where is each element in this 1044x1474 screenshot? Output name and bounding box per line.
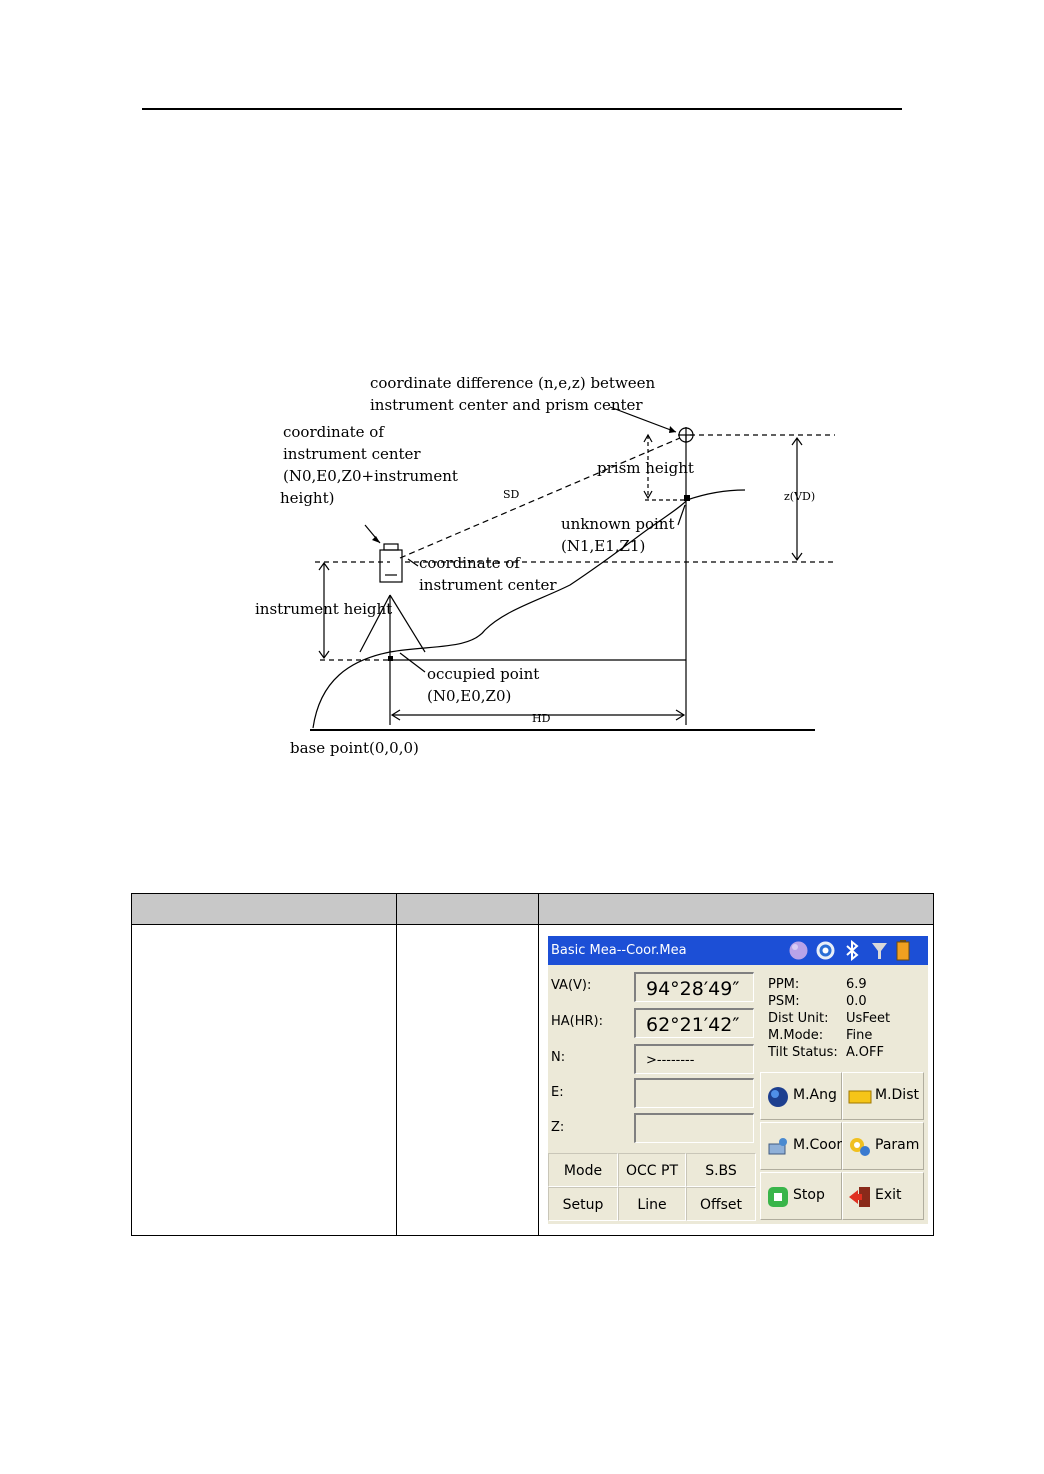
field-label-z: Z: — [551, 1120, 565, 1135]
table-cell-screen — [539, 925, 934, 1236]
stop-icon — [766, 1186, 790, 1208]
tape-icon — [848, 1086, 872, 1108]
terrain-curve-top — [687, 490, 745, 500]
info-value: A.OFF — [846, 1045, 884, 1060]
device-screen — [548, 936, 928, 1224]
m-dist-button[interactable] — [842, 1072, 924, 1120]
m-ang-button[interactable] — [760, 1072, 842, 1120]
label-coord-inst-2: instrument center — [283, 445, 421, 463]
instrument-icon — [380, 550, 402, 582]
label-coord-inst-3: (N0,E0,Z0+instrument — [283, 467, 458, 485]
operation-table — [131, 893, 934, 1236]
info-key: Tilt Status: — [768, 1045, 838, 1060]
label-occupied-1: occupied point — [427, 665, 540, 683]
table-cell — [397, 925, 539, 1236]
exit-door-icon — [848, 1186, 872, 1208]
label-coord-inst-4: height) — [280, 489, 335, 507]
info-row — [768, 976, 928, 993]
label-base-point: base point(0,0,0) — [290, 739, 419, 757]
table-header-cell — [397, 894, 539, 925]
gears-icon — [848, 1136, 872, 1158]
table-cell — [132, 925, 397, 1236]
mode-button[interactable]: Mode — [548, 1153, 618, 1187]
stop-button[interactable] — [760, 1172, 842, 1220]
info-key: M.Mode: — [768, 1028, 824, 1043]
info-key: Dist Unit: — [768, 1011, 829, 1026]
button-label: M.Ang — [793, 1087, 837, 1103]
field-value-z[interactable] — [634, 1113, 754, 1143]
globe-icon — [766, 1086, 790, 1108]
occ-pt-button[interactable]: OCC PT — [618, 1153, 686, 1187]
param-button[interactable] — [842, 1122, 924, 1170]
label-coord-diff-2: instrument center and prism center — [370, 396, 643, 414]
field-label-ha: HA(HR): — [551, 1014, 603, 1029]
line-button[interactable]: Line — [618, 1187, 686, 1221]
button-label: M.Coor — [793, 1137, 843, 1153]
label-prism-height: prism height — [597, 459, 694, 477]
s-bs-button[interactable]: S.BS — [686, 1153, 756, 1187]
button-label: M.Dist — [875, 1087, 919, 1103]
button-label: Stop — [793, 1187, 825, 1203]
button-label: Exit — [875, 1187, 902, 1203]
field-value-e[interactable] — [634, 1078, 754, 1108]
label-unknown-2: (N1,E1,Z1) — [561, 537, 646, 555]
m-coor-button[interactable] — [760, 1122, 842, 1170]
info-row — [768, 1010, 928, 1027]
label-center-1: coordinate of — [419, 554, 520, 572]
info-key: PPM: — [768, 977, 800, 992]
info-value: 0.0 — [846, 994, 867, 1009]
signal-icon — [869, 940, 890, 961]
gear-icon[interactable] — [815, 940, 836, 961]
info-row — [768, 1044, 928, 1061]
info-value: Fine — [846, 1028, 873, 1043]
setup-button[interactable]: Setup — [548, 1187, 618, 1221]
label-occupied-2: (N0,E0,Z0) — [427, 687, 512, 705]
bluetooth-icon[interactable] — [842, 940, 863, 961]
field-label-e: E: — [551, 1085, 564, 1100]
field-value-n[interactable]: >-------- — [634, 1044, 754, 1074]
exit-button[interactable] — [842, 1172, 924, 1220]
coordinate-measurement-diagram — [240, 360, 840, 770]
field-label-n: N: — [551, 1050, 566, 1065]
label-center-2: instrument center — [419, 576, 557, 594]
label-unknown-1: unknown point — [561, 515, 675, 533]
label-hd: HD — [532, 712, 551, 725]
info-value: 6.9 — [846, 977, 867, 992]
field-label-va: VA(V): — [551, 978, 592, 993]
label-coord-inst-1: coordinate of — [283, 423, 384, 441]
offset-button[interactable]: Offset — [686, 1187, 756, 1221]
label-zvd: z(VD) — [784, 490, 816, 503]
button-label: Param — [875, 1137, 920, 1153]
battery-icon — [896, 940, 910, 961]
label-instrument-height: instrument height — [255, 600, 393, 618]
label-sd: SD — [503, 488, 520, 501]
field-value-ha[interactable]: 62°21′42″ — [634, 1008, 754, 1038]
moon-icon[interactable] — [788, 940, 809, 961]
coordinate-icon — [766, 1136, 790, 1158]
window-title: Basic Mea--Coor.Mea — [551, 943, 687, 958]
header-rule — [142, 108, 902, 110]
field-value-va[interactable]: 94°28′49″ — [634, 972, 754, 1002]
info-row — [768, 993, 928, 1010]
info-value: UsFeet — [846, 1011, 891, 1026]
title-bar — [548, 936, 928, 965]
table-header-cell — [539, 894, 934, 925]
table-header-cell — [132, 894, 397, 925]
info-row — [768, 1027, 928, 1044]
info-key: PSM: — [768, 994, 800, 1009]
label-coord-diff-1: coordinate difference (n,e,z) between — [370, 374, 656, 392]
